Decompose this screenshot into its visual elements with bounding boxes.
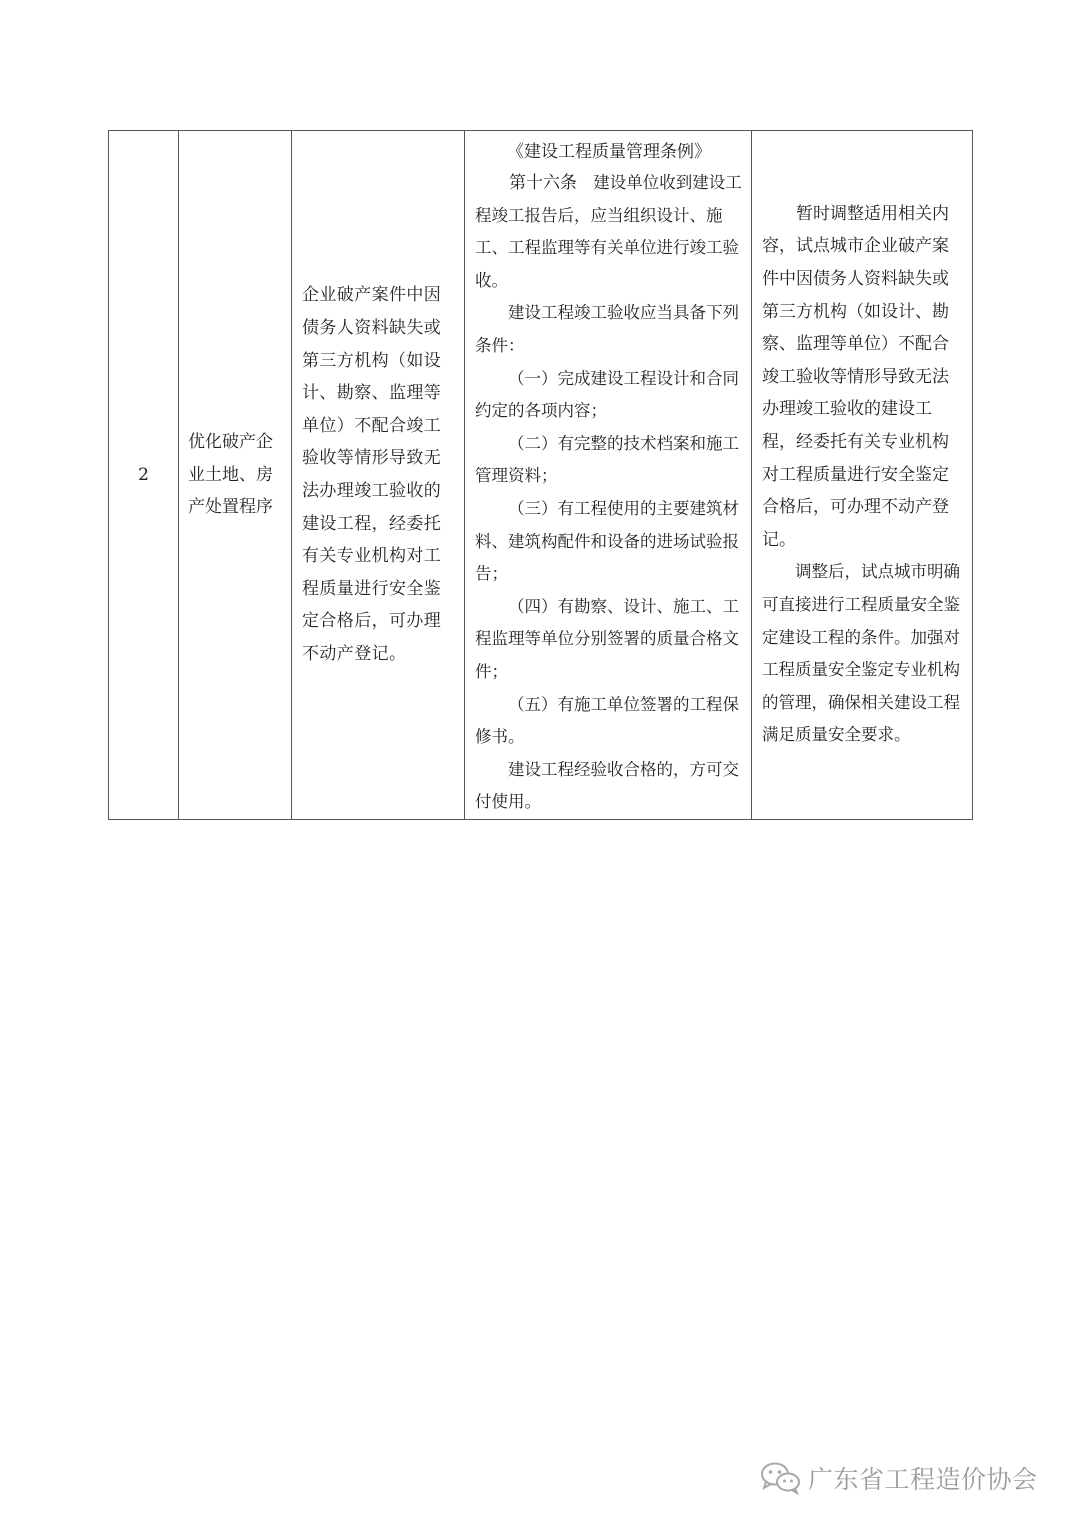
note-paragraph-2: 调整后，试点城市明确可直接进行工程质量安全鉴定建设工程的条件。加强对工程质量安全鉴定专业机构的管理，确保相关建设工程满足质量安全要求。 — [762, 562, 960, 745]
condition-item: （五）有施工单位签署的工程保修书。 — [475, 694, 739, 747]
table-row — [109, 131, 973, 820]
note-paragraph-1: 暂时调整适用相关内容，试点城市企业破产案件中因债务人资料缺失或第三方机构（如设计、勘察、监理等单位）不配合竣工验收等情形导致无法办理竣工验收的建设工程，经委托有关专业机构对工程质量进行安全鉴定合格后，可办理不动产登记。 — [762, 203, 949, 550]
law-content — [465, 131, 751, 819]
law-article — [475, 167, 743, 297]
note-content — [752, 198, 972, 752]
article-label: 第十六条 — [509, 173, 577, 193]
reform-description: 企业破产案件中因债务人资料缺失或第三方机构（如设计、勘察、监理等单位）不配合竣工验收等情形导致无法办理竣工验收的建设工程，经委托有关专业机构对工程质量进行安全鉴定合格后，可办理不动产登记。 — [302, 285, 442, 664]
condition-item: （三）有工程使用的主要建筑材料、建筑构配件和设备的进场试验报告； — [475, 498, 739, 584]
description-cell — [292, 131, 465, 820]
item-name: 优化破产企业土地、房产处置程序 — [188, 432, 273, 518]
law-closing: 建设工程经验收合格的，方可交付使用。 — [475, 759, 739, 812]
note-cell — [752, 131, 973, 820]
regulation-table — [108, 130, 973, 820]
condition-item: （一）完成建设工程设计和合同约定的各项内容； — [475, 368, 739, 421]
law-title: 《建设工程质量管理条例》 — [507, 142, 711, 162]
law-cell — [465, 131, 752, 820]
watermark — [760, 1458, 1038, 1498]
condition-item: （四）有勘察、设计、施工、工程监理等单位分别签署的质量合格文件； — [475, 596, 739, 681]
row-number-cell — [109, 131, 179, 820]
row-number: 2 — [138, 464, 149, 485]
wechat-icon — [760, 1461, 802, 1495]
article-text: 建设单位收到建设工程竣工报告后，应当组织设计、施工、工程监理等有关单位进行竣工验收。 — [475, 173, 742, 290]
condition-item: （二）有完整的技术档案和施工管理资料； — [475, 433, 739, 486]
conditions-intro: 建设工程竣工验收应当具备下列条件： — [475, 303, 739, 355]
item-cell — [179, 131, 292, 820]
watermark-text: 广东省工程造价协会 — [808, 1465, 1038, 1494]
